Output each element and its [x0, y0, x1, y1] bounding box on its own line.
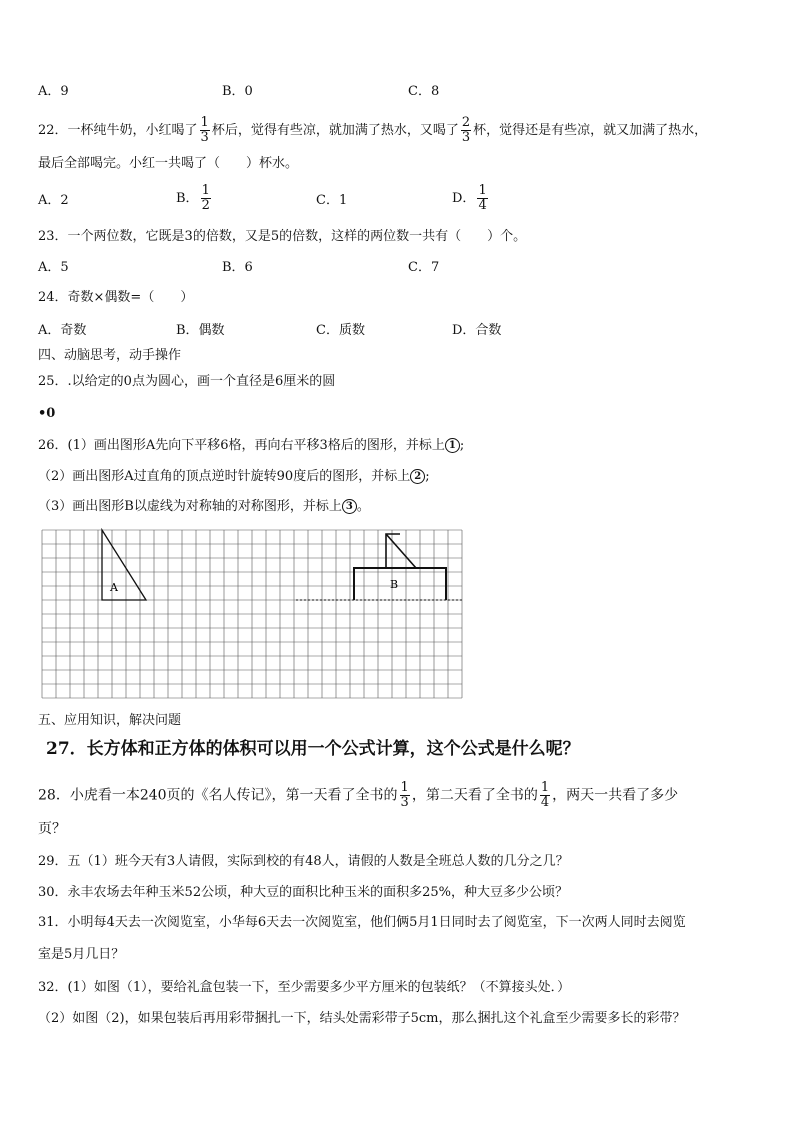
- question-25: 25．.以给定的0点为圆心，画一个直径是6厘米的圆: [38, 374, 336, 389]
- question-24: 24．奇数×偶数=（ ）: [38, 290, 194, 305]
- shape-b-diagonal: [386, 534, 416, 568]
- fraction: [400, 781, 410, 810]
- q22-text-3: 杯，觉得还是有些凉，就又加满了热水，: [473, 123, 708, 138]
- q28-text-2: ，第二天看了全书的: [411, 787, 538, 804]
- fraction-numerator: 1: [400, 780, 409, 795]
- q24-option-a: A．奇数: [38, 323, 87, 338]
- question-31-line-2: 室是5月几日？: [38, 947, 125, 962]
- circled-number-1: 1: [445, 438, 460, 453]
- center-point-0: •0: [38, 406, 56, 421]
- q28-line-2: 页？: [38, 821, 66, 837]
- shape-a-triangle: [102, 530, 146, 600]
- q24-option-d: D．合数: [452, 323, 502, 338]
- q22-text-2: 杯后，觉得有些凉，就加满了热水，又喝了: [211, 123, 459, 138]
- question-22: [38, 116, 707, 145]
- circled-number-2: 2: [410, 469, 425, 484]
- question-28: [38, 781, 678, 810]
- fraction: [540, 781, 550, 810]
- fraction-numerator: 1: [201, 183, 210, 198]
- q26-text-2: （2）画出图形A过直角的顶点逆时针旋转90度后的图形，并标上: [38, 469, 411, 484]
- shape-b-body: [354, 568, 446, 600]
- question-29: 29．五（1）班今天有3人请假，实际到校的有48人，请假的人数是全班总人数的几分之几？: [38, 854, 569, 869]
- q23-option-b: B．6: [222, 260, 253, 275]
- question-31-line-1: 31．小明每4天去一次阅览室，小华每6天去一次阅览室，他们俩5月1日同时去了阅览室，下一次两人同时去阅览: [38, 915, 686, 930]
- q22-option-b: [176, 184, 213, 213]
- q26-text-1: 26．(1）画出图形A先向下平移6格，再向右平移3格后的图形，并标上: [38, 438, 445, 453]
- fraction: [461, 116, 471, 145]
- shape-a-label: A: [110, 581, 118, 594]
- fraction: [200, 116, 210, 145]
- q21-option-b: B．0: [222, 84, 253, 99]
- question-30: 30．永丰农场去年种玉米52公顷，种大豆的面积比种玉米的面积多25%，种大豆多少公顷？: [38, 885, 568, 900]
- q22-line-2: 最后全部喝完。小红一共喝了（ ）杯水。: [38, 156, 299, 171]
- fraction-numerator: 1: [200, 115, 209, 130]
- q24-option-b: B．偶数: [176, 323, 225, 338]
- fraction: [201, 184, 211, 213]
- q23-option-a: A．5: [38, 260, 69, 275]
- q22-option-d: [452, 184, 490, 213]
- q28-text-1: 28．小虎看一本240页的《名人传记》，第一天看了全书的: [38, 787, 398, 804]
- fraction-numerator: 2: [461, 115, 471, 130]
- fraction-denominator: 2: [201, 198, 210, 213]
- fraction-denominator: 4: [478, 198, 487, 213]
- q22-text-1: 22．一杯纯牛奶，小红喝了: [38, 123, 198, 138]
- q22-option-a: A．2: [38, 193, 69, 208]
- question-26-part-1: 26．(1）画出图形A先向下平移6格，再向右平移3格后的图形，并标上 1 ;: [38, 438, 465, 453]
- q23-option-c: C．7: [408, 260, 440, 275]
- q28-text-3: ，两天一共看了多少: [552, 787, 679, 804]
- q22-option-c: C．1: [316, 193, 348, 208]
- grid-lines: [42, 530, 462, 698]
- shape-b-label: B: [390, 578, 399, 591]
- fraction-denominator: 4: [540, 795, 550, 810]
- shape-b-flag-frame: [386, 534, 400, 568]
- q21-option-a: A．9: [38, 84, 69, 99]
- section-5-heading: 五、应用知识，解决问题: [38, 713, 182, 728]
- fraction-numerator: 1: [478, 183, 487, 198]
- question-26-part-3: [38, 498, 370, 516]
- question-26-part-2: （2）画出图形A过直角的顶点逆时针旋转90度后的图形，并标上 2 ;: [38, 469, 430, 484]
- option-label: D．: [452, 191, 476, 206]
- section-4-heading: 四、动脑思考，动手操作: [38, 348, 182, 363]
- question-23: 23．一个两位数，它既是3的倍数，又是5的倍数，这样的两位数一共有（ ）个。: [38, 229, 527, 244]
- q24-option-c: C．质数: [316, 323, 365, 338]
- q26-end: 。: [356, 499, 370, 514]
- question-32-part-2: （2）如图（2)，如果包装后再用彩带捆扎一下，结头处需彩带子5cm，那么捆扎这个礼盒至少需要多长的彩带？: [38, 1011, 686, 1026]
- q21-option-c: C．8: [408, 84, 440, 99]
- q26-text-3: （3）画出图形B以虚线为对称轴的对称图形，并标上: [38, 499, 342, 514]
- fraction-denominator: 3: [400, 795, 409, 810]
- fraction-denominator: 3: [461, 130, 471, 145]
- grid-figure: [40, 528, 466, 706]
- fraction-denominator: 3: [200, 130, 209, 145]
- question-27: 27．长方体和正方体的体积可以用一个公式计算，这个公式是什么呢？: [46, 739, 580, 759]
- fraction: [477, 184, 487, 213]
- option-label: B．: [176, 191, 199, 206]
- circled-number-3: 3: [342, 499, 357, 514]
- question-32-part-1: 32．(1）如图（1），要给礼盒包装一下，至少需要多少平方厘米的包装纸？（不算接头处．）: [38, 980, 571, 995]
- fraction-numerator: 1: [540, 780, 550, 795]
